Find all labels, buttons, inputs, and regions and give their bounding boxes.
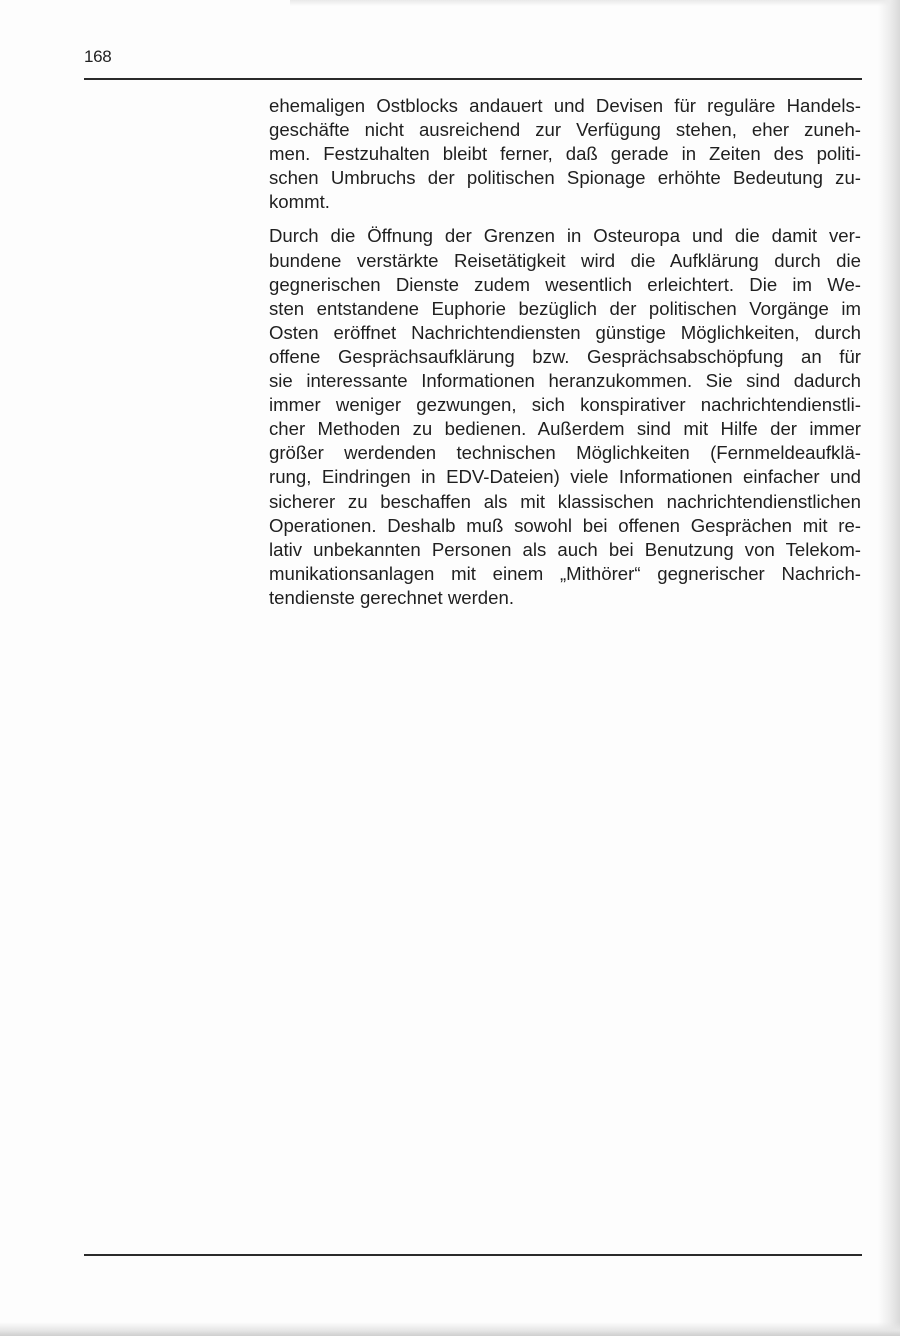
text-line: men. Festzuhalten bleibt ferner, daß gerade in Zeiten des politi- [269,143,861,165]
footer-rule [84,1254,862,1256]
text-line: größer werdenden technischen Möglichkeiten (Fernmeldeaufklä- [269,442,861,464]
body-text [269,94,861,620]
text-line: Operationen. Deshalb muß sowohl bei offenen Gesprächen mit re- [269,514,861,536]
text-line: lativ unbekannten Personen als auch bei Benutzung von Telekom- [269,538,861,560]
text-line: ehemaligen Ostblocks andauert und Devisen für reguläre Handels- [269,95,861,116]
text-line: bundene verstärkte Reisetätigkeit wird die Aufklärung durch die [269,249,861,271]
text-line: munikationsanlagen mit einem „Mithörer“ gegnerischer Nachrich- [269,562,861,584]
paragraph-1 [269,94,861,214]
text-line: sie interessante Informationen heranzukommen. Sie sind dadurch [269,370,861,392]
text-line: offene Gesprächsaufklärung bzw. Gesprächsabschöpfung an für [269,345,861,367]
text-line: immer weniger gezwungen, sich konspirativer nachrichtendienstli- [269,394,861,416]
text-line: Osten eröffnet Nachrichtendiensten günstige Möglichkeiten, durch [269,321,861,343]
text-line: rung, Eindringen in EDV-Dateien) viele Informationen einfacher und [269,466,861,488]
scan-shadow-top [290,0,900,6]
text-line: gegnerischen Dienste zudem wesentlich erleichtert. Die im We- [269,273,861,295]
text-line: Durch die Öffnung der Grenzen in Osteuropa und die damit ver- [269,225,861,247]
text-line: kommt. [269,191,330,213]
scan-shadow-right [878,0,900,1336]
text-line: tendienste gerechnet werden. [269,586,514,608]
text-line: schen Umbruchs der politischen Spionage erhöhte Bedeutung zu- [269,167,861,189]
header-rule [84,78,862,80]
paragraph-2 [269,224,861,610]
text-line: geschäfte nicht ausreichend zur Verfügung stehen, eher zuneh- [269,119,861,141]
text-line: sten entstandene Euphorie bezüglich der politischen Vorgänge im [269,297,861,319]
text-line: sicherer zu beschaffen als mit klassischen nachrichtendienstlichen [269,490,861,512]
scan-shadow-bottom [0,1322,900,1336]
page-number: 168 [84,47,112,66]
text-line: cher Methoden zu bedienen. Außerdem sind mit Hilfe der immer [269,418,861,440]
